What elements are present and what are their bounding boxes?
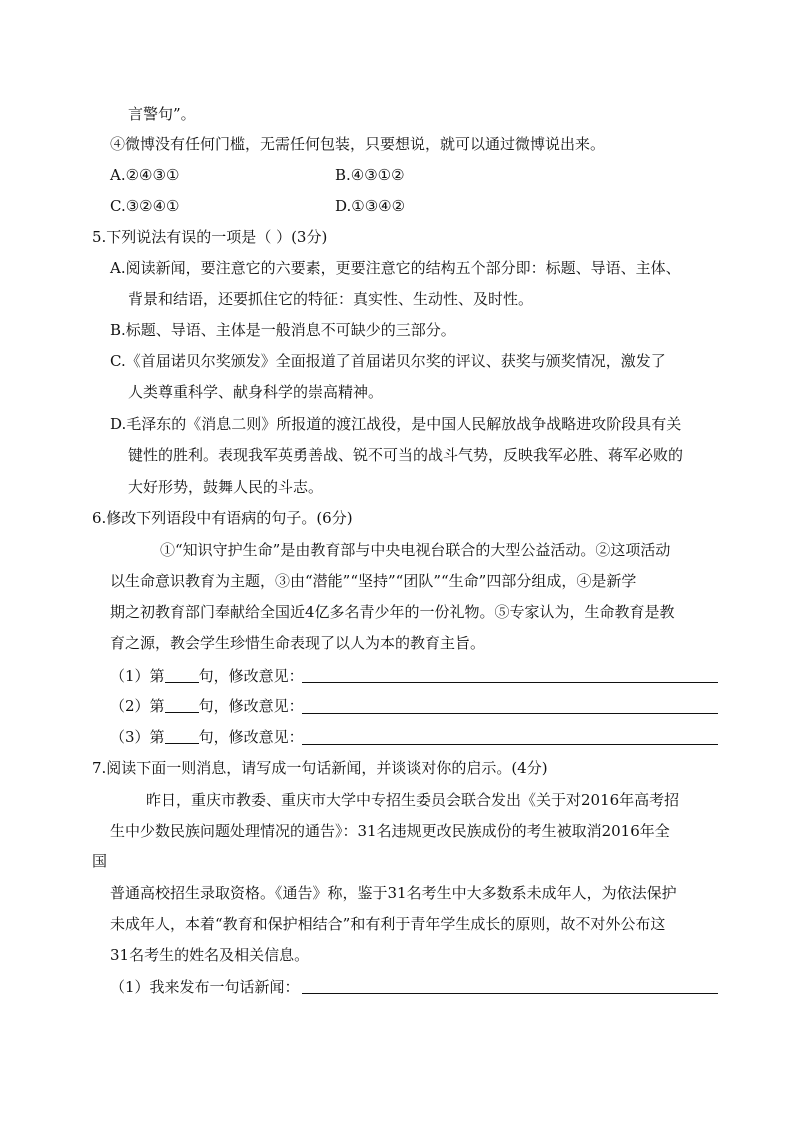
q5-option-b: B.标题、导语、主体是一般消息不可缺少的三部分。 — [110, 321, 456, 339]
q6-paragraph-line-3: 期之初教育部门奉献给全国近4亿多名青少年的一份礼物。⑤专家认为，生命教育是教 — [110, 603, 675, 621]
q4-item-4: ④微博没有任何门槛，无需任何包装，只要想说，就可以通过微博说出来。 — [110, 135, 606, 153]
q6-answer-row-2 — [110, 696, 304, 716]
q7-paragraph-line-4: 普通高校招生录取资格。《通告》称，鉴于31名考生中大多数系未成年人，为依法保护 — [110, 884, 677, 902]
answer-suffix: 句，修改意见： — [198, 667, 304, 685]
q6-answer-line-3[interactable] — [302, 744, 718, 745]
q6-paragraph-line-2: 以生命意识教育为主题，③由“潜能”“坚持”“团队”“生命”四部分组成，④是新学 — [110, 572, 637, 590]
q5-option-d-line-3: 大好形势，鼓舞人民的斗志。 — [128, 478, 324, 496]
q6-answer-line-2[interactable] — [302, 713, 718, 714]
answer-prefix: 第 — [149, 667, 165, 685]
q7-paragraph-line-3: 国 — [92, 852, 108, 870]
q6-answer-row-3 — [110, 727, 304, 747]
q7-answer-line-1[interactable] — [302, 993, 718, 994]
sentence-number-blank[interactable] — [165, 696, 199, 713]
q4-option-d: D.①③④② — [335, 197, 406, 215]
q4-option-c: C.③②④① — [110, 197, 180, 215]
q5-option-a-line-2: 背景和结语，还要抓住它的特征：真实性、生动性、及时性。 — [128, 290, 534, 308]
q6-answer-line-1[interactable] — [302, 682, 718, 683]
q7-paragraph-line-5: 未成年人，本着“教育和保护相结合”和有利于青年学生成长的原则，故不对外公布这 — [110, 915, 666, 933]
q7-paragraph-line-2: 生中少数民族问题处理情况的通告》：31名违规更改民族成份的考生被取消2016年全 — [110, 822, 670, 840]
sentence-number-blank[interactable] — [165, 727, 199, 744]
q4-option-b: B.④③①② — [335, 166, 405, 184]
q5-option-c-line-2: 人类尊重科学、献身科学的崇高精神。 — [128, 383, 384, 401]
answer-number: （3） — [110, 728, 150, 746]
q5-option-d-line-1: D.毛泽东的《消息二则》所报道的渡江战役，是中国人民解放战争战略进攻阶段具有关 — [110, 415, 682, 433]
q7-paragraph-line-6: 31名考生的姓名及相关信息。 — [110, 946, 310, 964]
q7-answer-label-1: （1）我来发布一句话新闻： — [110, 978, 300, 996]
q5-option-a-line-1: A.阅读新闻，要注意它的六要素，更要注意它的结构五个部分即：标题、导语、主体、 — [110, 259, 681, 277]
q5-stem: 5.下列说法有误的一项是（ ）(3分) — [92, 228, 328, 246]
answer-number: （1） — [110, 667, 150, 685]
answer-number: （2） — [110, 697, 150, 715]
answer-prefix: 第 — [149, 728, 165, 746]
q7-paragraph-line-1: 昨日，重庆市教委、重庆市大学中专招生委员会联合发出《关于对2016年高考招 — [146, 791, 680, 809]
q6-answer-row-1 — [110, 666, 304, 686]
answer-prefix: 第 — [149, 697, 165, 715]
q4-option-a: A.②④③① — [110, 166, 180, 184]
q6-paragraph-line-4: 育之源，教会学生珍惜生命表现了以人为本的教育主旨。 — [110, 634, 486, 652]
q6-paragraph-line-1: ①“知识守护生命”是由教育部与中央电视台联合的大型公益活动。②这项活动 — [160, 541, 671, 559]
q5-option-c-line-1: C.《首届诺贝尔奖颁发》全面报道了首届诺贝尔奖的评议、获奖与颁奖情况，激发了 — [110, 352, 666, 370]
q6-stem: 6.修改下列语段中有语病的句子。(6分) — [92, 509, 353, 527]
sentence-number-blank[interactable] — [165, 666, 199, 683]
q7-stem: 7.阅读下面一则消息，请写成一句话新闻，并谈谈对你的启示。(4分) — [92, 759, 548, 777]
answer-suffix: 句，修改意见： — [198, 728, 304, 746]
q4-line-continuation: 言警句”。 — [128, 105, 196, 123]
q5-option-d-line-2: 键性的胜利。表现我军英勇善战、锐不可当的战斗气势，反映我军必胜、蒋军必败的 — [128, 446, 684, 464]
answer-suffix: 句，修改意见： — [198, 697, 304, 715]
